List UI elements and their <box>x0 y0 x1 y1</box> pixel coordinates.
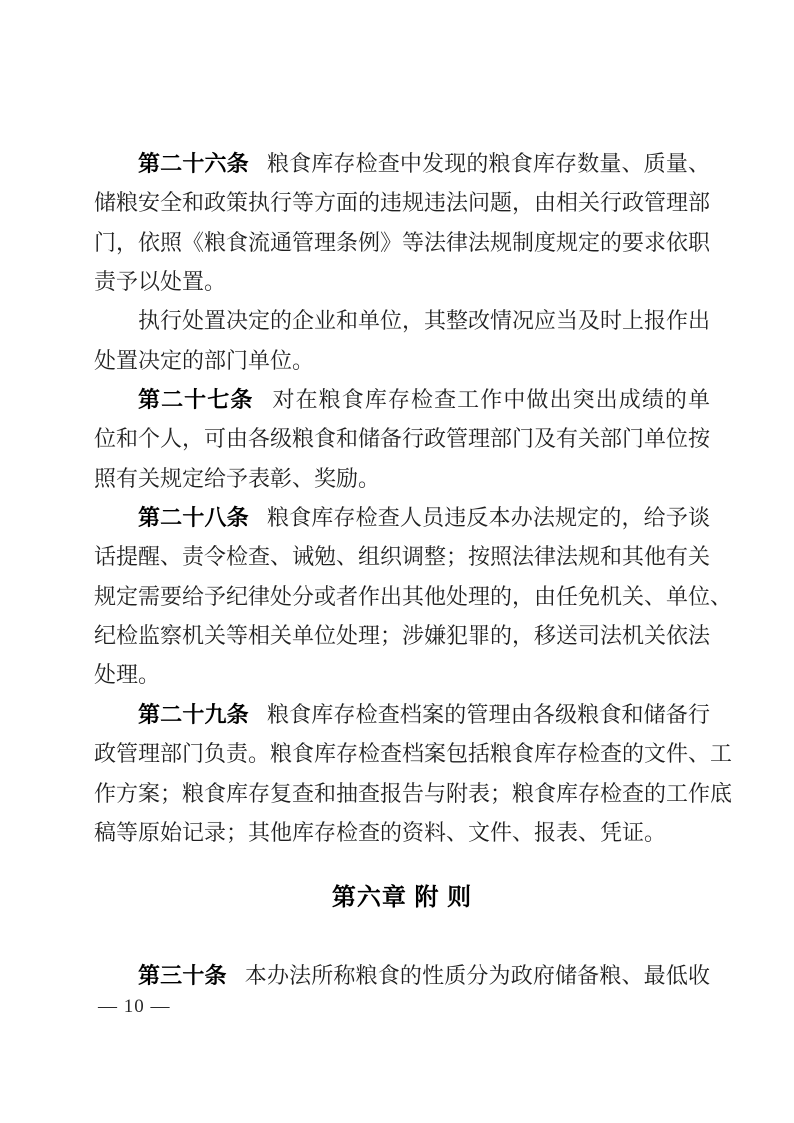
text-line: 位和个人，可由各级粮食和储备行政管理部门及有关部门单位按 <box>94 426 711 452</box>
text-line <box>94 695 710 734</box>
line-text: 粮食库存检查档案的管理由各级粮食和储备行 <box>266 701 710 727</box>
article-paragraph <box>94 301 710 380</box>
text-line: 话提醒、责令检查、诫勉、组织调整；按照法律法规和其他有关 <box>94 544 711 570</box>
line-text: 粮食库存检查中发现的粮食库存数量、质量、 <box>266 151 710 176</box>
text-line: 纪检监察机关等相关单位处理；涉嫌犯罪的，移送司法机关依法 <box>94 623 711 649</box>
article-number-label: 第二十八条 <box>138 505 249 531</box>
page-footer <box>98 996 171 1018</box>
article-number-label: 第二十九条 <box>138 701 249 727</box>
text-line: 处置决定的部门单位。 <box>94 347 315 373</box>
text-line: 稿等原始记录；其他库存检查的资料、文件、报表、凭证。 <box>94 819 667 845</box>
text-line: 处理。 <box>94 662 161 688</box>
text-line: 政管理部门负责。粮食库存检查档案包括粮食库存检查的文件、工 <box>94 741 733 767</box>
text-line: 作方案；粮食库存复查和抽查报告与附表；粮食库存检查的工作底 <box>94 780 733 806</box>
text-line <box>94 380 710 419</box>
article-paragraph <box>94 380 710 498</box>
line-text: 粮食库存检查人员违反本办法规定的，给予谈 <box>266 505 710 531</box>
text-line: 责予以处置。 <box>94 269 227 295</box>
line-text: 本办法所称粮食的性质分为政府储备粮、最低收 <box>244 962 710 988</box>
line-text: 对在粮食库存检查工作中做出突出成绩的单 <box>271 387 710 413</box>
article-paragraph <box>94 695 733 852</box>
text-line: 储粮安全和政策执行等方面的违规违法问题，由相关行政管理部 <box>94 190 711 216</box>
text-line: 门，依照《粮食流通管理条例》等法律法规制度规定的要求依职 <box>94 229 711 255</box>
text-line: 执行处置决定的企业和单位，其整改情况应当及时上报作出 <box>138 308 711 334</box>
document-content <box>94 144 733 995</box>
text-line <box>94 956 710 995</box>
text-line: 照有关规定给予表彰、奖励。 <box>94 465 381 491</box>
text-line <box>94 144 710 183</box>
article-number-label: 第三十条 <box>138 962 227 988</box>
article-paragraph <box>94 956 710 995</box>
page-number: — 10 — <box>98 996 171 1017</box>
article-number-label: 第二十六条 <box>138 151 249 176</box>
text-line: 规定需要给予纪律处分或者作出其他处理的，由任免机关、单位、 <box>94 583 733 609</box>
text-line <box>94 498 710 537</box>
article-number-label: 第二十七条 <box>138 387 254 413</box>
article-paragraph <box>94 144 710 301</box>
chapter-heading: 第六章 附 则 <box>331 884 473 912</box>
article-paragraph <box>94 498 733 695</box>
